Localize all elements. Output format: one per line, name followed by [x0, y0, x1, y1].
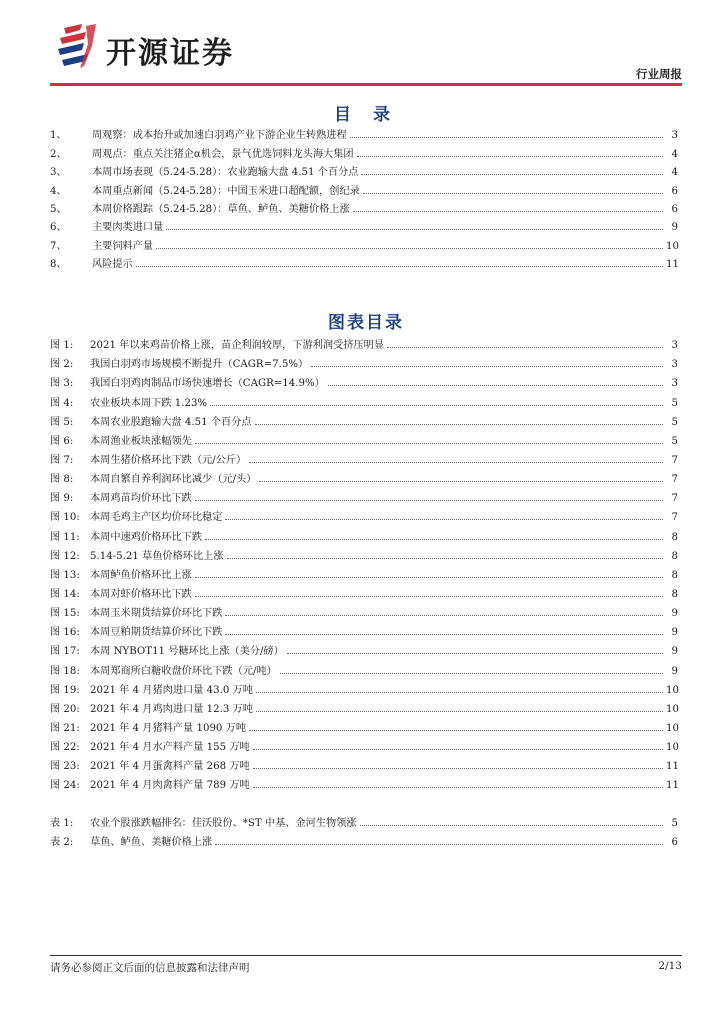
- dot-leader: [353, 211, 663, 212]
- entry-number: 图 10:: [50, 512, 80, 524]
- dot-leader: [253, 787, 663, 788]
- entry-number: 1、: [50, 130, 67, 142]
- entry-number: 图 4:: [50, 397, 74, 409]
- entry-page: 3: [671, 340, 678, 352]
- entry-label: 2021 年 4 月蛋禽料产量 268 万吨: [90, 761, 250, 773]
- entry-number: 图 5:: [50, 416, 74, 428]
- entry-label: 本周农业股跑输大盘 4.51 个百分点: [90, 416, 252, 428]
- entry-page: 10: [666, 742, 679, 754]
- entry-page: 9: [671, 608, 678, 620]
- dot-leader: [156, 248, 663, 249]
- entry-label: 本周 NYBOT11 号糖环比上涨（美分/磅）: [90, 646, 284, 658]
- entry-page: 8: [671, 550, 678, 562]
- dot-leader: [360, 825, 663, 826]
- toc-entry[interactable]: [50, 332, 678, 351]
- entry-label: 本周重点新闻（5.24-5.28）：中国玉米进口超配额，创纪录: [92, 185, 360, 197]
- dot-leader: [287, 653, 663, 654]
- dot-leader: [363, 193, 663, 194]
- page-header: [50, 18, 682, 82]
- entry-label: 我国白羽鸡肉制品市场快速增长（CAGR=14.9%）: [90, 378, 325, 390]
- entry-label: 2021 年 4 月鸡肉进口量 12.3 万吨: [90, 703, 253, 715]
- entry-label: 本周生猪价格环比下跌（元/公斤）: [90, 454, 247, 466]
- toc-entry[interactable]: [50, 504, 678, 523]
- entry-page: 7: [671, 454, 678, 466]
- entry-label: 周观点：重点关注猪企α机会，景气优选饲料龙头海大集团: [92, 148, 354, 160]
- toc-entry[interactable]: [50, 543, 678, 562]
- dot-leader: [259, 481, 663, 482]
- entry-label: 风险提示: [92, 259, 133, 271]
- dot-leader: [280, 673, 663, 674]
- entry-label: 我国白羽鸡市场规模不断提升（CAGR=7.5%）: [90, 359, 309, 371]
- entry-label: 农业个股涨跌幅排名：佳沃股份、*ST 中基、金河生物领涨: [90, 818, 357, 830]
- entry-number: 图 20:: [50, 703, 80, 715]
- entry-page: 11: [666, 259, 679, 271]
- table-list: [50, 810, 678, 848]
- entry-page: 10: [666, 240, 679, 252]
- dot-leader: [253, 749, 663, 750]
- entry-number: 图 15:: [50, 608, 80, 620]
- toc-entry[interactable]: [50, 600, 678, 619]
- dot-leader: [225, 634, 663, 635]
- toc-entry[interactable]: [50, 160, 678, 178]
- entry-number: 图 16:: [50, 627, 80, 639]
- entry-label: 本周对虾价格环比下跌: [90, 588, 192, 600]
- toc-entry[interactable]: [50, 677, 678, 696]
- toc-entry[interactable]: [50, 389, 678, 408]
- dot-leader: [166, 229, 663, 230]
- dot-leader: [255, 424, 663, 425]
- entry-number: 图 19:: [50, 684, 80, 696]
- entry-number: 图 3:: [50, 378, 74, 390]
- toc-entry[interactable]: [50, 428, 678, 447]
- dot-leader: [361, 174, 663, 175]
- entry-number: 表 2:: [50, 837, 74, 849]
- toc-entry[interactable]: [50, 696, 678, 715]
- dot-leader: [253, 768, 663, 769]
- entry-number: 图 1:: [50, 340, 74, 352]
- entry-label: 本周自繁自养利润环比减少（元/头）: [90, 474, 257, 486]
- header-divider: [50, 83, 682, 86]
- entry-number: 图 14:: [50, 588, 80, 600]
- entry-label: 主要肉类进口量: [92, 222, 164, 234]
- toc-entry[interactable]: [50, 772, 678, 791]
- toc-entry[interactable]: [50, 351, 678, 370]
- entry-number: 3、: [50, 167, 67, 179]
- entry-page: 7: [671, 512, 678, 524]
- entry-label: 本周豆粕期货结算价环比下跌: [90, 627, 223, 639]
- entry-page: 4: [671, 148, 678, 160]
- toc-entry[interactable]: [50, 562, 678, 581]
- entry-page: 4: [671, 167, 678, 179]
- dot-leader: [195, 577, 663, 578]
- entry-number: 图 9:: [50, 493, 74, 505]
- dot-leader: [215, 844, 663, 845]
- toc-list: [50, 123, 678, 270]
- entry-page: 5: [671, 818, 678, 830]
- entry-number: 图 18:: [50, 665, 80, 677]
- footer-divider: [50, 955, 682, 956]
- toc-entry[interactable]: [50, 619, 678, 638]
- toc-entry[interactable]: [50, 252, 678, 270]
- entry-number: 4、: [50, 185, 67, 197]
- entry-number: 图 6:: [50, 435, 74, 447]
- toc-entry[interactable]: [50, 638, 678, 657]
- dot-leader: [249, 462, 663, 463]
- entry-page: 11: [666, 780, 679, 792]
- dot-leader: [205, 539, 663, 540]
- entry-label: 5.14-5.21 草鱼价格环比上涨: [90, 550, 224, 562]
- entry-number: 表 1:: [50, 818, 74, 830]
- entry-label: 草鱼、鲈鱼、美糖价格上涨: [90, 837, 213, 849]
- toc-entry[interactable]: [50, 215, 678, 233]
- entry-page: 6: [671, 837, 678, 849]
- dot-leader: [195, 443, 663, 444]
- entry-page: 5: [671, 397, 678, 409]
- entry-page: 9: [671, 665, 678, 677]
- entry-page: 10: [666, 722, 679, 734]
- brand-logo-icon: [56, 22, 100, 70]
- entry-number: 图 11:: [50, 531, 80, 543]
- entry-label: 本周毛鸡主产区均价环比稳定: [90, 512, 223, 524]
- entry-page: 6: [671, 185, 678, 197]
- figure-list: [50, 332, 678, 791]
- footer-disclaimer: 请务必参阅正文后面的信息披露和法律声明: [50, 962, 250, 974]
- entry-page: 8: [671, 569, 678, 581]
- entry-label: 本周中速鸡价格环比下跌: [90, 531, 203, 543]
- entry-number: 图 23:: [50, 761, 80, 773]
- entry-label: 本周渔业板块涨幅领先: [90, 435, 192, 447]
- toc-entry[interactable]: [50, 829, 678, 848]
- entry-label: 2021 年以来鸡苗价格上涨，苗企利润较厚，下游利润受挤压明显: [90, 340, 385, 352]
- dot-leader: [195, 596, 663, 597]
- toc-title: 目 录: [334, 105, 398, 125]
- report-type-label: 行业周报: [636, 67, 682, 81]
- dot-leader: [136, 266, 663, 267]
- toc-entry[interactable]: [50, 657, 678, 676]
- toc-entry[interactable]: [50, 178, 678, 196]
- entry-number: 图 21:: [50, 722, 80, 734]
- entry-label: 2021 年 4 月水产料产量 155 万吨: [90, 742, 250, 754]
- entry-number: 图 22:: [50, 742, 80, 754]
- dot-leader: [249, 730, 663, 731]
- entry-page: 3: [671, 130, 678, 142]
- entry-label: 周观察：成本抬升或加速白羽鸡产业下游企业生转熟进程: [92, 130, 347, 142]
- page-number: 2/13: [658, 960, 682, 972]
- entry-number: 图 24:: [50, 780, 80, 792]
- entry-label: 本周市场表现（5.24-5.28）：农业跑输大盘 4.51 个百分点: [92, 167, 359, 179]
- entry-page: 9: [671, 222, 678, 234]
- entry-number: 图 17:: [50, 646, 80, 658]
- toc-entry[interactable]: [50, 123, 678, 141]
- entry-label: 农业板块本周下跌 1.23%: [90, 397, 208, 409]
- entry-page: 5: [671, 416, 678, 428]
- entry-number: 图 7:: [50, 454, 74, 466]
- toc-entry[interactable]: [50, 370, 678, 389]
- figure-list-title: 图表目录: [328, 313, 404, 333]
- toc-entry[interactable]: [50, 409, 678, 428]
- toc-entry[interactable]: [50, 715, 678, 734]
- dot-leader: [225, 615, 663, 616]
- entry-page: 6: [671, 203, 678, 215]
- entry-page: 3: [671, 359, 678, 371]
- dot-leader: [357, 156, 663, 157]
- entry-page: 3: [671, 378, 678, 390]
- toc-entry[interactable]: [50, 485, 678, 504]
- entry-label: 2021 年 4 月猪肉进口量 43.0 万吨: [90, 684, 253, 696]
- dot-leader: [225, 519, 663, 520]
- entry-page: 9: [671, 646, 678, 658]
- toc-entry[interactable]: [50, 810, 678, 829]
- dot-leader: [328, 385, 663, 386]
- toc-entry[interactable]: [50, 141, 678, 159]
- entry-page: 8: [671, 531, 678, 543]
- entry-page: 7: [671, 474, 678, 486]
- dot-leader: [311, 366, 663, 367]
- entry-page: 5: [671, 435, 678, 447]
- entry-number: 图 2:: [50, 359, 74, 371]
- brand-name: 开源证券: [106, 36, 234, 71]
- entry-number: 8、: [50, 259, 67, 271]
- dot-leader: [387, 347, 663, 348]
- entry-page: 8: [671, 588, 678, 600]
- dot-leader: [227, 558, 663, 559]
- entry-page: 9: [671, 627, 678, 639]
- entry-page: 11: [666, 761, 679, 773]
- entry-label: 2021 年 4 月猪料产量 1090 万吨: [90, 722, 247, 734]
- toc-entry[interactable]: [50, 753, 678, 772]
- dot-leader: [256, 692, 663, 693]
- entry-label: 本周价格跟踪（5.24-5.28）：草鱼、鲈鱼、美糖价格上涨: [92, 203, 350, 215]
- entry-number: 6、: [50, 222, 67, 234]
- dot-leader: [210, 405, 663, 406]
- entry-label: 本周鲈鱼价格环比上涨: [90, 569, 192, 581]
- entry-label: 2021 年 4 月肉禽料产量 789 万吨: [90, 780, 250, 792]
- toc-entry[interactable]: [50, 447, 678, 466]
- toc-entry[interactable]: [50, 523, 678, 542]
- toc-entry[interactable]: [50, 581, 678, 600]
- toc-entry[interactable]: [50, 734, 678, 753]
- entry-number: 图 13:: [50, 569, 80, 581]
- dot-leader: [195, 500, 663, 501]
- entry-number: 图 12:: [50, 550, 80, 562]
- entry-label: 本周玉米期货结算价环比下跌: [90, 608, 223, 620]
- dot-leader: [256, 711, 663, 712]
- entry-label: 本周郑商所白糖收盘价环比下跌（元/吨）: [90, 665, 277, 677]
- entry-page: 10: [666, 684, 679, 696]
- entry-number: 7、: [50, 240, 67, 252]
- entry-page: 10: [666, 703, 679, 715]
- toc-entry[interactable]: [50, 233, 678, 251]
- entry-page: 7: [671, 493, 678, 505]
- toc-entry[interactable]: [50, 197, 678, 215]
- toc-entry[interactable]: [50, 466, 678, 485]
- entry-label: 主要饲料产量: [92, 240, 154, 252]
- entry-number: 2、: [50, 148, 67, 160]
- entry-number: 图 8:: [50, 474, 74, 486]
- dot-leader: [350, 137, 663, 138]
- entry-number: 5、: [50, 203, 67, 215]
- entry-label: 本周鸡苗均价环比下跌: [90, 493, 192, 505]
